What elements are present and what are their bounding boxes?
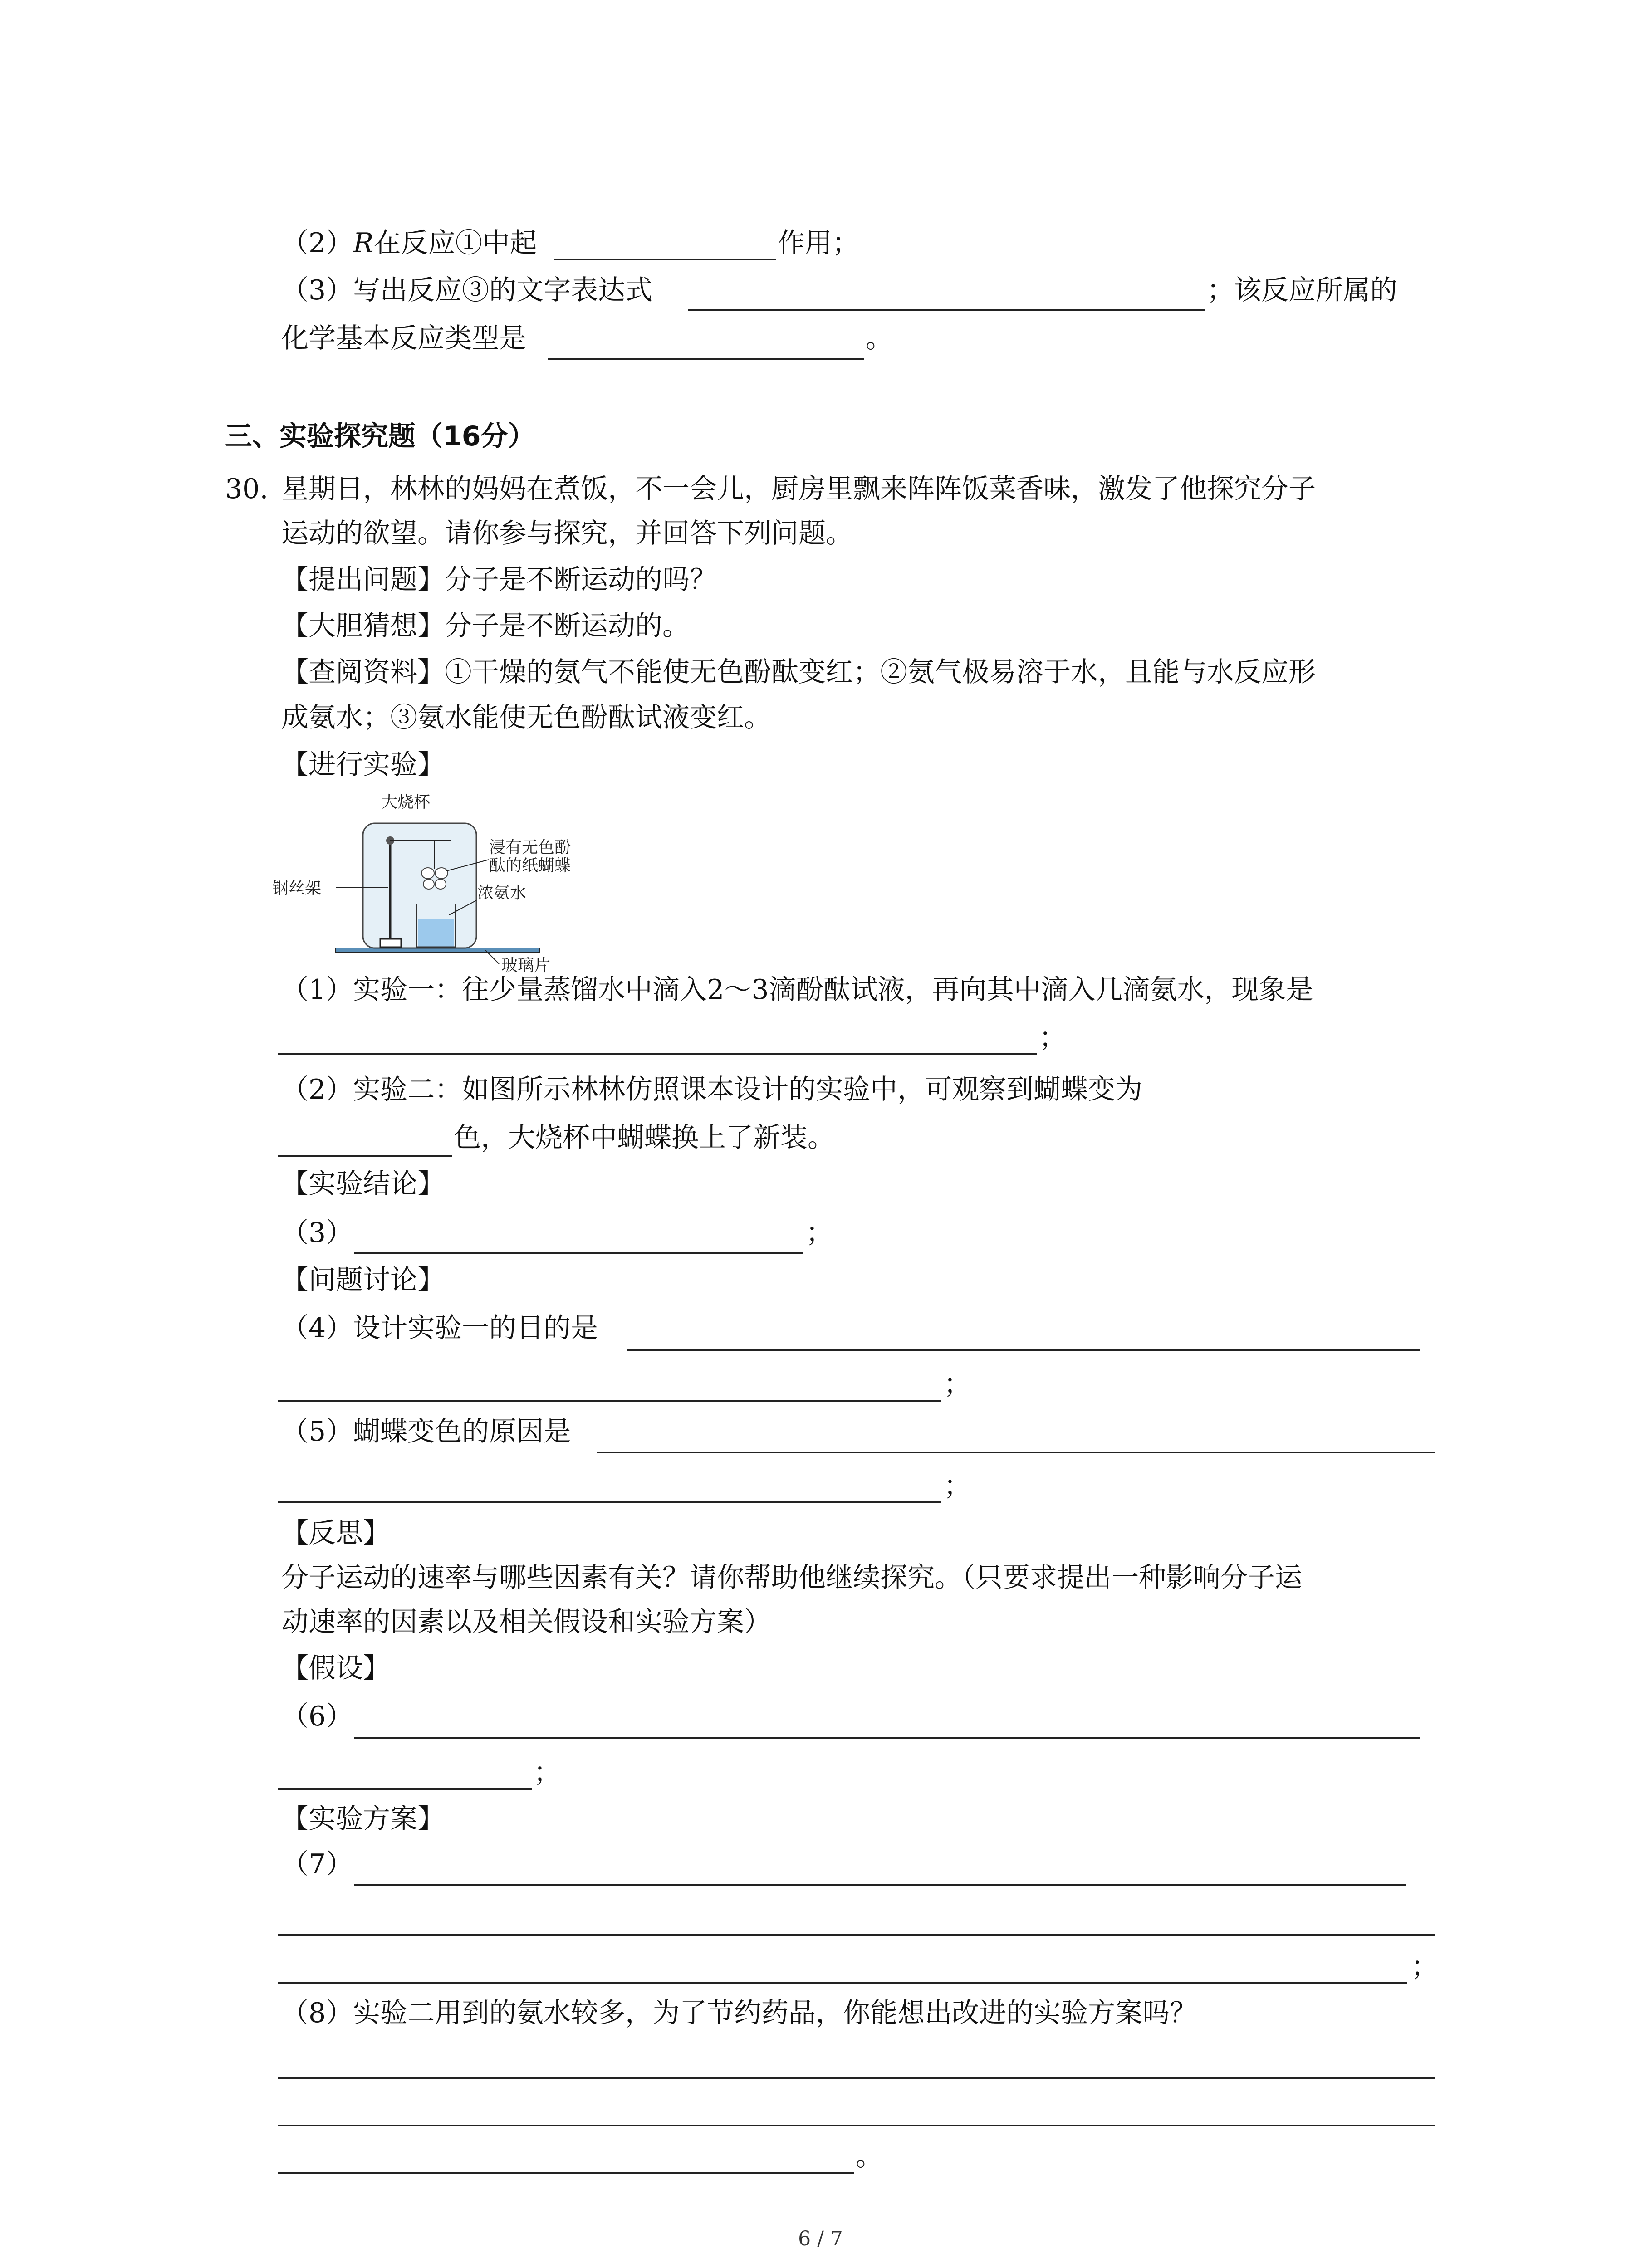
q29-part3-type-blank[interactable] [548, 358, 864, 360]
q30-q6-blank-line1[interactable] [354, 1737, 1420, 1739]
page-number: 6 / 7 [798, 2227, 843, 2250]
q30-ref-line1: 【查阅资料】①干燥的氨气不能使无色酚酞变红；②氨气极易溶于水，且能与水反应形 [281, 656, 1316, 688]
q30-q3-end: ； [806, 1217, 833, 1249]
q30-q6-end: ； [534, 1757, 561, 1789]
q30-q8-blank-line2[interactable] [278, 2125, 1435, 2126]
q29-part3-expression-blank[interactable] [688, 309, 1205, 311]
q29-part2-suffix: 作用； [778, 227, 859, 259]
section-title: 三、实验探究题（16分） [225, 420, 535, 452]
q30-q7-blank-line3[interactable] [278, 1982, 1407, 1984]
q30-q8: （8）实验二用到的氨水较多，为了节约药品，你能想出改进的实验方案吗？ [281, 1997, 1197, 2029]
q30-q1: （1）实验一：往少量蒸馏水中滴入2～3滴酚酞试液，再向其中滴入几滴氨水，现象是 [281, 974, 1313, 1006]
q30-intro-line2: 运动的欲望。请你参与探究，并回答下列问题。 [281, 518, 853, 549]
q30-q3-prefix: （3） [281, 1217, 353, 1249]
q30-q8-blank-line3[interactable] [278, 2172, 854, 2174]
q30-exp-head: 【进行实验】 [281, 749, 445, 781]
q30-q5-end: ； [944, 1470, 971, 1502]
q30-q7-prefix: （7） [281, 1848, 353, 1880]
q29-part2 [281, 224, 537, 262]
q30-q2-line2: 色，大烧杯中蝴蝶换上了新装。 [454, 1122, 835, 1154]
q29-part3-suffix: ；该反应所属的 [1207, 274, 1397, 306]
q30-reflect-line2: 动速率的因素以及相关假设和实验方案） [281, 1606, 771, 1638]
q30-ask: 【提出问题】分子是不断运动的吗？ [281, 564, 717, 596]
q30-q4-blank-line1[interactable] [627, 1349, 1420, 1351]
q30-q4-blank-line2[interactable] [278, 1400, 941, 1402]
q30-q5-blank-line1[interactable] [597, 1452, 1435, 1453]
label-ammonia: 浓氨水 [477, 884, 527, 902]
label-butterfly-2: 酞的纸蝴蝶 [489, 856, 571, 875]
q30-intro-line1: 星期日，林林的妈妈在煮饭，不一会儿，厨房里飘来阵阵饭菜香味，激发了他探究分子 [281, 473, 1316, 505]
ammonia-water [418, 919, 454, 947]
q30-reflect-head: 【反思】 [281, 1517, 390, 1549]
q29-part3-end: 。 [866, 323, 893, 354]
q30-q2: （2）实验二：如图所示林林仿照课本设计的实验中，可观察到蝴蝶变为 [281, 1074, 1143, 1105]
q30-q7-end: ； [1411, 1951, 1438, 1983]
q30-q4-end: ； [944, 1369, 971, 1400]
q30-q2-color-blank[interactable] [278, 1155, 452, 1157]
q29-part2-mid: 在反应①中起 [373, 227, 537, 259]
q30-q4: （4）设计实验一的目的是 [281, 1312, 598, 1344]
q30-q7-blank-line2[interactable] [278, 1934, 1435, 1936]
q30-q7-blank-line1[interactable] [354, 1884, 1406, 1886]
q30-guess: 【大胆猜想】分子是不断运动的。 [281, 610, 690, 642]
label-beaker: 大烧杯 [381, 793, 431, 811]
q30-disc-head: 【问题讨论】 [281, 1264, 445, 1296]
q30-plan-head: 【实验方案】 [281, 1803, 445, 1835]
q30-q3-conclusion-blank[interactable] [354, 1252, 803, 1254]
q30-hyp-head: 【假设】 [281, 1652, 390, 1684]
label-glass: 玻璃片 [501, 956, 551, 973]
q30-q5: （5）蝴蝶变色的原因是 [281, 1416, 571, 1447]
stand-base [380, 939, 401, 947]
q30-q6-blank-line2[interactable] [278, 1788, 532, 1790]
q29-part2-prefix: （2） [281, 227, 353, 259]
q30-q8-end: 。 [856, 2141, 883, 2172]
q30-concl-head: 【实验结论】 [281, 1168, 445, 1200]
q30-reflect-line1: 分子运动的速率与哪些因素有关？请你帮助他继续探究。（只要求提出一种影响分子运 [281, 1562, 1302, 1593]
q29-part3-line2: 化学基本反应类型是 [281, 323, 526, 354]
label-stand: 钢丝架 [272, 879, 322, 898]
q30-q5-blank-line2[interactable] [278, 1501, 941, 1503]
q30-q8-blank-line1[interactable] [278, 2077, 1435, 2079]
q30-q1-end: ； [1039, 1022, 1066, 1054]
q29-part3-prefix: （3）写出反应③的文字表达式 [281, 274, 653, 306]
q29-part2-answer-blank[interactable] [554, 259, 776, 260]
q30-number: 30. [225, 473, 269, 505]
label-butterfly-1: 浸有无色酚 [489, 838, 571, 857]
experiment-figure [272, 792, 635, 973]
q30-q6-prefix: （6） [281, 1701, 353, 1732]
q30-q1-answer-blank[interactable] [278, 1053, 1037, 1055]
q29-part2-r: R [353, 227, 374, 259]
q30-ref-line2: 成氨水；③氨水能使无色酚酞试液变红。 [281, 702, 771, 733]
